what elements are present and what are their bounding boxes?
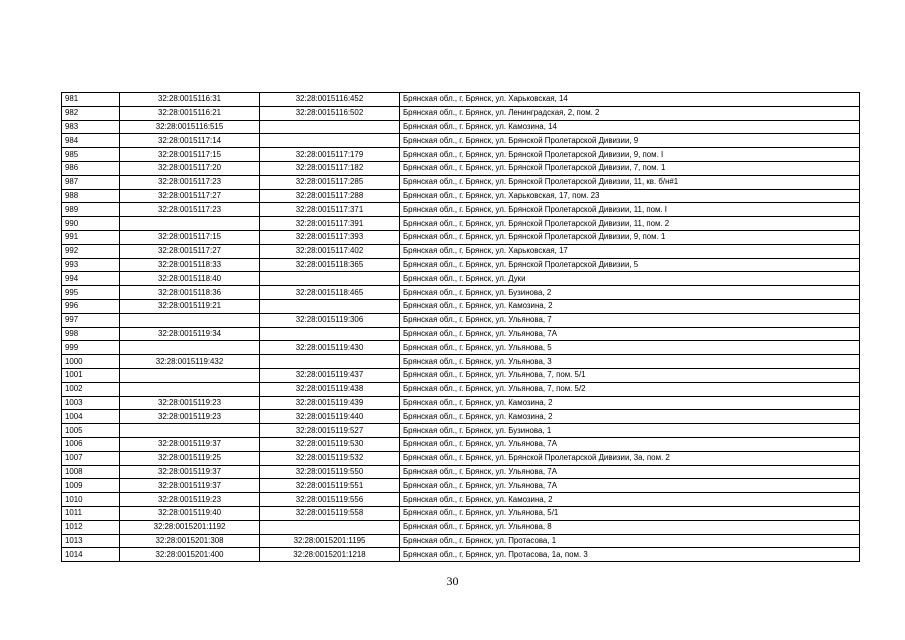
row-number-cell: 988 [62,189,120,203]
table-body [62,93,860,562]
land-cadastral-number-cell [120,217,260,231]
address-cell: Брянская обл., г. Брянск, ул. Бузинова, 2 [400,286,860,300]
row-number-cell: 1006 [62,437,120,451]
land-cadastral-number-cell [120,368,260,382]
building-cadastral-number-cell: 32:28:0015119:437 [260,368,400,382]
land-cadastral-number-cell: 32:28:0015119:23 [120,396,260,410]
table-row [62,189,860,203]
table-row [62,148,860,162]
building-cadastral-number-cell: 32:28:0015117:391 [260,217,400,231]
address-cell: Брянская обл., г. Брянск, ул. Ульянова, 3 [400,355,860,369]
row-number-cell: 995 [62,286,120,300]
land-cadastral-number-cell: 32:28:0015119:25 [120,451,260,465]
address-cell: Брянская обл., г. Брянск, ул. Брянской Пролетарской Дивизии, 9, пом. 1 [400,230,860,244]
land-cadastral-number-cell: 32:28:0015119:37 [120,479,260,493]
building-cadastral-number-cell: 32:28:0015119:430 [260,341,400,355]
address-cell: Брянская обл., г. Брянск, ул. Ульянова, 7, пом. 5/1 [400,368,860,382]
land-cadastral-number-cell: 32:28:0015119:37 [120,465,260,479]
table-row [62,230,860,244]
table-row [62,451,860,465]
address-cell: Брянская обл., г. Брянск, ул. Дуки [400,272,860,286]
row-number-cell: 987 [62,175,120,189]
address-cell: Брянская обл., г. Брянск, ул. Харьковская, 17, пом. 23 [400,189,860,203]
address-cell: Брянская обл., г. Брянск, ул. Ульянова, 5/1 [400,506,860,520]
table-row [62,313,860,327]
land-cadastral-number-cell: 32:28:0015117:15 [120,148,260,162]
address-cell: Брянская обл., г. Брянск, ул. Ульянова, 7А [400,465,860,479]
table-row [62,437,860,451]
table-row [62,203,860,217]
land-cadastral-number-cell: 32:28:0015116:31 [120,93,260,107]
address-cell: Брянская обл., г. Брянск, ул. Ульянова, 7А [400,437,860,451]
table-row [62,465,860,479]
building-cadastral-number-cell: 32:28:0015119:439 [260,396,400,410]
table-row [62,493,860,507]
row-number-cell: 998 [62,327,120,341]
address-cell: Брянская обл., г. Брянск, ул. Бузинова, 1 [400,424,860,438]
address-cell: Брянская обл., г. Брянск, ул. Ульянова, 7А [400,479,860,493]
row-number-cell: 1009 [62,479,120,493]
building-cadastral-number-cell: 32:28:0015119:550 [260,465,400,479]
address-cell: Брянская обл., г. Брянск, ул. Ленинградская, 2, пом. 2 [400,106,860,120]
building-cadastral-number-cell: 32:28:0015119:558 [260,506,400,520]
row-number-cell: 1002 [62,382,120,396]
land-cadastral-number-cell: 32:28:0015119:37 [120,437,260,451]
land-cadastral-number-cell: 32:28:0015116:21 [120,106,260,120]
table-row [62,506,860,520]
building-cadastral-number-cell [260,272,400,286]
row-number-cell: 981 [62,93,120,107]
row-number-cell: 992 [62,244,120,258]
address-cell: Брянская обл., г. Брянск, ул. Ульянова, 7А [400,327,860,341]
row-number-cell: 1011 [62,506,120,520]
land-cadastral-number-cell: 32:28:0015117:15 [120,230,260,244]
table-row [62,258,860,272]
table-row [62,341,860,355]
land-cadastral-number-cell: 32:28:0015117:20 [120,161,260,175]
building-cadastral-number-cell: 32:28:0015119:530 [260,437,400,451]
land-cadastral-number-cell: 32:28:0015117:23 [120,203,260,217]
table-row [62,479,860,493]
table-row [62,327,860,341]
land-cadastral-number-cell: 32:28:0015201:400 [120,548,260,562]
address-cell: Брянская обл., г. Брянск, ул. Камозина, 2 [400,299,860,313]
address-cell: Брянская обл., г. Брянск, ул. Камозина, 2 [400,396,860,410]
row-number-cell: 983 [62,120,120,134]
address-cell: Брянская обл., г. Брянск, ул. Харьковская, 14 [400,93,860,107]
land-cadastral-number-cell [120,382,260,396]
row-number-cell: 1013 [62,534,120,548]
land-cadastral-number-cell: 32:28:0015119:23 [120,410,260,424]
land-cadastral-number-cell: 32:28:0015119:21 [120,299,260,313]
building-cadastral-number-cell: 32:28:0015117:288 [260,189,400,203]
building-cadastral-number-cell: 32:28:0015117:393 [260,230,400,244]
building-cadastral-number-cell [260,134,400,148]
table-row [62,382,860,396]
building-cadastral-number-cell: 32:28:0015116:502 [260,106,400,120]
land-cadastral-number-cell: 32:28:0015117:23 [120,175,260,189]
table-row [62,368,860,382]
table-row [62,410,860,424]
row-number-cell: 989 [62,203,120,217]
table-row [62,355,860,369]
address-cell: Брянская обл., г. Брянск, ул. Брянской Пролетарской Дивизии, 3а, пом. 2 [400,451,860,465]
land-cadastral-number-cell: 32:28:0015201:308 [120,534,260,548]
address-cell: Брянская обл., г. Брянск, ул. Брянской Пролетарской Дивизии, 11, пом. 2 [400,217,860,231]
row-number-cell: 1008 [62,465,120,479]
land-cadastral-number-cell [120,341,260,355]
building-cadastral-number-cell: 32:28:0015117:371 [260,203,400,217]
land-cadastral-number-cell: 32:28:0015117:27 [120,189,260,203]
table-row [62,396,860,410]
building-cadastral-number-cell: 32:28:0015117:179 [260,148,400,162]
row-number-cell: 994 [62,272,120,286]
building-cadastral-number-cell: 32:28:0015201:1195 [260,534,400,548]
table-row [62,424,860,438]
address-cell: Брянская обл., г. Брянск, ул. Камозина, 2 [400,493,860,507]
row-number-cell: 1005 [62,424,120,438]
row-number-cell: 991 [62,230,120,244]
building-cadastral-number-cell: 32:28:0015116:452 [260,93,400,107]
building-cadastral-number-cell: 32:28:0015119:532 [260,451,400,465]
table-row [62,520,860,534]
address-cell: Брянская обл., г. Брянск, ул. Ульянова, 7 [400,313,860,327]
land-cadastral-number-cell: 32:28:0015118:33 [120,258,260,272]
table-row [62,244,860,258]
address-cell: Брянская обл., г. Брянск, ул. Брянской Пролетарской Дивизии, 5 [400,258,860,272]
building-cadastral-number-cell [260,120,400,134]
table-row [62,120,860,134]
building-cadastral-number-cell [260,355,400,369]
row-number-cell: 985 [62,148,120,162]
building-cadastral-number-cell: 32:28:0015119:440 [260,410,400,424]
building-cadastral-number-cell [260,327,400,341]
row-number-cell: 1004 [62,410,120,424]
building-cadastral-number-cell: 32:28:0015119:438 [260,382,400,396]
row-number-cell: 982 [62,106,120,120]
land-cadastral-number-cell: 32:28:0015119:23 [120,493,260,507]
address-cell: Брянская обл., г. Брянск, ул. Брянской Пролетарской Дивизии, 9, пом. I [400,148,860,162]
address-cell: Брянская обл., г. Брянск, ул. Брянской Пролетарской Дивизии, 11, пом. I [400,203,860,217]
address-cell: Брянская обл., г. Брянск, ул. Протасова, 1а, пом. 3 [400,548,860,562]
address-cell: Брянская обл., г. Брянск, ул. Ульянова, 7, пом. 5/2 [400,382,860,396]
page-number: 30 [446,574,459,588]
address-cell: Брянская обл., г. Брянск, ул. Брянской Пролетарской Дивизии, 9 [400,134,860,148]
land-cadastral-number-cell: 32:28:0015119:34 [120,327,260,341]
table-row [62,286,860,300]
table-row [62,134,860,148]
land-cadastral-number-cell: 32:28:0015117:14 [120,134,260,148]
row-number-cell: 990 [62,217,120,231]
row-number-cell: 986 [62,161,120,175]
building-cadastral-number-cell: 32:28:0015201:1218 [260,548,400,562]
building-cadastral-number-cell: 32:28:0015117:285 [260,175,400,189]
row-number-cell: 1000 [62,355,120,369]
building-cadastral-number-cell: 32:28:0015117:402 [260,244,400,258]
land-cadastral-number-cell: 32:28:0015201:1192 [120,520,260,534]
land-cadastral-number-cell: 32:28:0015116:515 [120,120,260,134]
land-cadastral-number-cell: 32:28:0015118:40 [120,272,260,286]
row-number-cell: 1001 [62,368,120,382]
row-number-cell: 984 [62,134,120,148]
table-row [62,175,860,189]
building-cadastral-number-cell: 32:28:0015119:306 [260,313,400,327]
building-cadastral-number-cell: 32:28:0015117:182 [260,161,400,175]
land-cadastral-number-cell [120,313,260,327]
row-number-cell: 1014 [62,548,120,562]
address-cell: Брянская обл., г. Брянск, ул. Брянской Пролетарской Дивизии, 7, пом. 1 [400,161,860,175]
row-number-cell: 1007 [62,451,120,465]
address-cell: Брянская обл., г. Брянск, ул. Протасова, 1 [400,534,860,548]
table-row [62,161,860,175]
row-number-cell: 997 [62,313,120,327]
cadastral-table [61,92,860,562]
table-row [62,93,860,107]
address-cell: Брянская обл., г. Брянск, ул. Ульянова, 8 [400,520,860,534]
address-cell: Брянская обл., г. Брянск, ул. Брянской Пролетарской Дивизии, 11, кв. б/н#1 [400,175,860,189]
row-number-cell: 1003 [62,396,120,410]
land-cadastral-number-cell: 32:28:0015119:40 [120,506,260,520]
table-row [62,272,860,286]
building-cadastral-number-cell: 32:28:0015118:465 [260,286,400,300]
building-cadastral-number-cell [260,520,400,534]
land-cadastral-number-cell [120,424,260,438]
row-number-cell: 1012 [62,520,120,534]
address-cell: Брянская обл., г. Брянск, ул. Камозина, 14 [400,120,860,134]
land-cadastral-number-cell: 32:28:0015119:432 [120,355,260,369]
row-number-cell: 999 [62,341,120,355]
table-row [62,548,860,562]
table-row [62,534,860,548]
row-number-cell: 993 [62,258,120,272]
row-number-cell: 1010 [62,493,120,507]
building-cadastral-number-cell: 32:28:0015118:365 [260,258,400,272]
building-cadastral-number-cell: 32:28:0015119:556 [260,493,400,507]
table-row [62,217,860,231]
building-cadastral-number-cell [260,299,400,313]
building-cadastral-number-cell: 32:28:0015119:527 [260,424,400,438]
table-row [62,106,860,120]
building-cadastral-number-cell: 32:28:0015119:551 [260,479,400,493]
address-cell: Брянская обл., г. Брянск, ул. Камозина, 2 [400,410,860,424]
land-cadastral-number-cell: 32:28:0015118:36 [120,286,260,300]
table-row [62,299,860,313]
row-number-cell: 996 [62,299,120,313]
land-cadastral-number-cell: 32:28:0015117:27 [120,244,260,258]
address-cell: Брянская обл., г. Брянск, ул. Ульянова, 5 [400,341,860,355]
address-cell: Брянская обл., г. Брянск, ул. Харьковская, 17 [400,244,860,258]
